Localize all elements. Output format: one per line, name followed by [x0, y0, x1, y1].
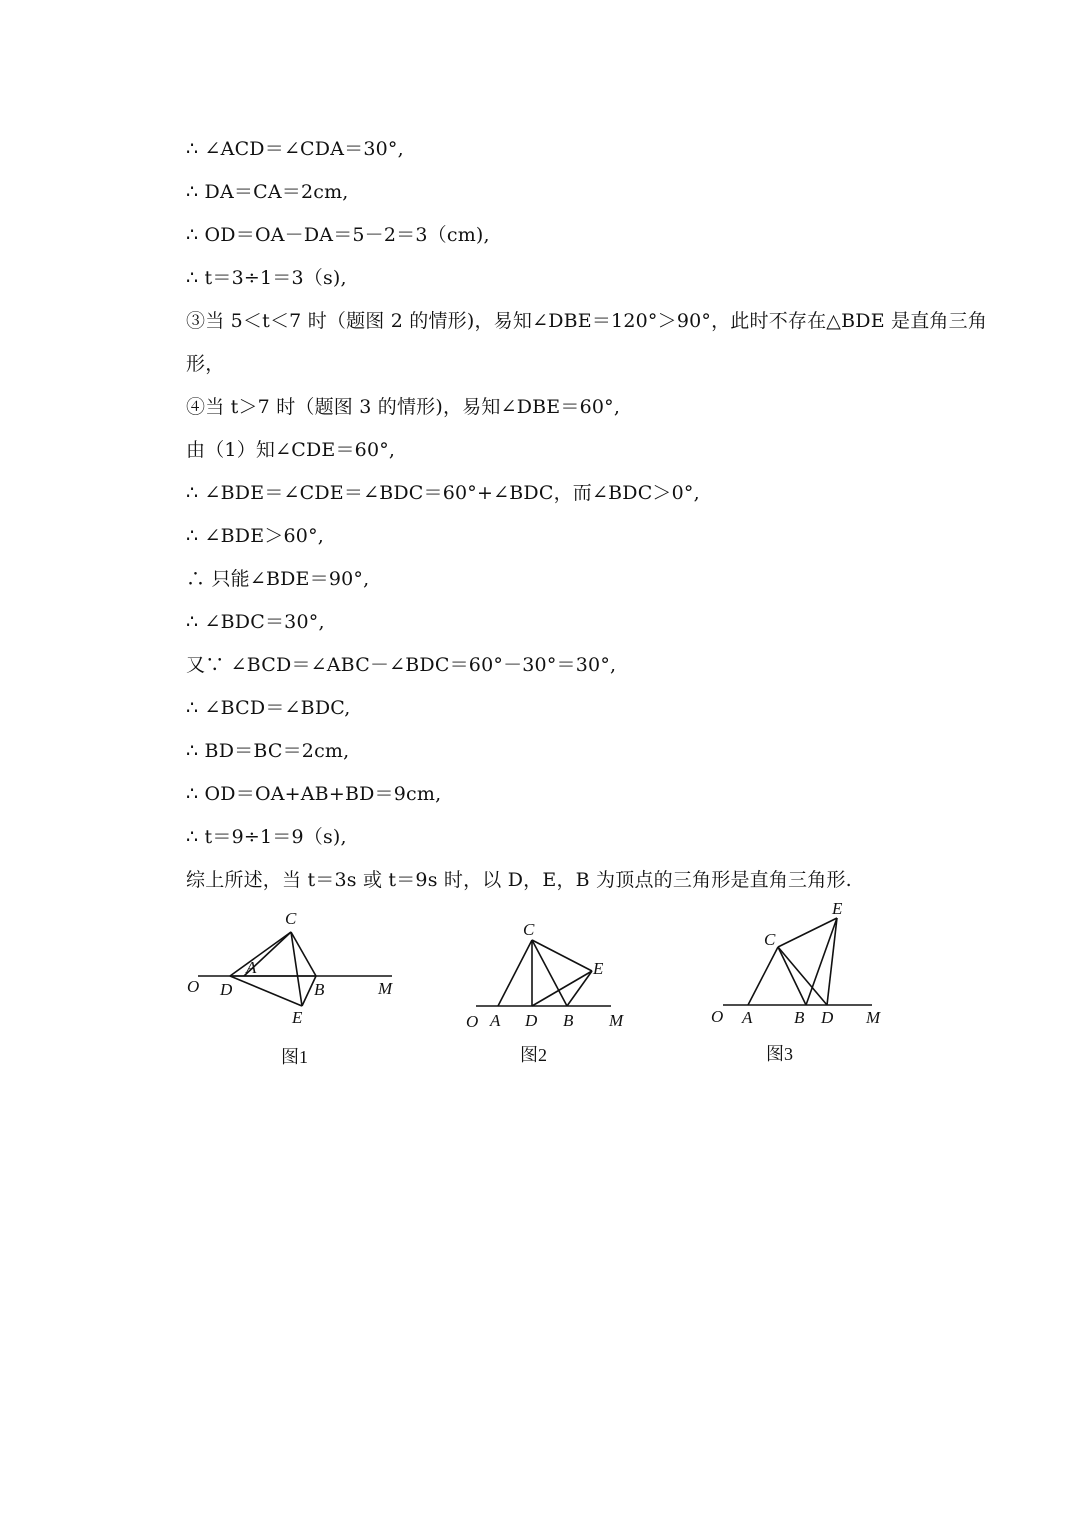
label-d-2: D [525, 1011, 538, 1030]
caption-figure-3: 图3 [766, 1044, 793, 1064]
solution-line: ∴ ∠BCD＝∠BDC, [186, 697, 351, 719]
label-o-3: O [711, 1007, 724, 1026]
label-a-1: A [246, 958, 257, 977]
solution-line: ∴ t＝3÷1＝3（s), [186, 267, 347, 289]
label-c-2: C [523, 920, 535, 939]
segment-be-2 [567, 971, 592, 1006]
solution-line: 由（1）知∠CDE＝60°, [186, 439, 396, 461]
label-o-1: O [187, 977, 200, 996]
figure-2 [476, 940, 611, 1006]
segment-dc [230, 932, 291, 976]
label-d-1: D [220, 980, 233, 999]
label-a-2: A [490, 1011, 501, 1030]
solution-line: ∴ OD＝OA－DA＝5－2＝3（cm), [186, 224, 490, 246]
label-o-2: O [466, 1012, 479, 1031]
label-e-1: E [292, 1008, 303, 1027]
geometry-figures [180, 895, 900, 1085]
solution-line: ∴ OD＝OA+AB+BD＝9cm, [186, 783, 442, 805]
solution-line: ∴ t＝9÷1＝9（s), [186, 826, 347, 848]
solution-line: ∴ ∠BDE＞60°, [186, 525, 325, 547]
figure-3 [723, 918, 872, 1005]
solution-line: ∴ ∠BDE＝∠CDE＝∠BDC＝60°+∠BDC，而∠BDC＞0°, [186, 482, 700, 504]
label-d-3: D [821, 1008, 834, 1027]
segment-de [230, 976, 302, 1006]
solution-line: 综上所述，当 t＝3s 或 t＝9s 时，以 D，E，B 为顶点的三角形是直角三角形. [186, 869, 852, 891]
segment-ac-2 [498, 940, 532, 1006]
label-e-2: E [593, 959, 604, 978]
solution-line: ∴ DA＝CA＝2cm, [186, 181, 349, 203]
label-m-3: M [866, 1008, 881, 1027]
label-m-2: M [609, 1011, 624, 1030]
solution-line: ∴ ∠BDC＝30°, [186, 611, 325, 633]
solution-line: ③当 5＜t＜7 时（题图 2 的情形)，易知∠DBE＝120°＞90°，此时不存在△BDE 是直角三角 [186, 310, 988, 332]
label-c-3: C [764, 930, 776, 949]
label-b-3: B [794, 1008, 805, 1027]
label-b-1: B [314, 980, 325, 999]
label-c-1: C [285, 909, 297, 928]
solution-text [186, 128, 988, 902]
caption-figure-2: 图2 [520, 1045, 547, 1065]
solution-line: ④当 t＞7 时（题图 3 的情形)，易知∠DBE＝60°, [186, 396, 621, 418]
label-m-1: M [378, 979, 393, 998]
caption-figure-1: 图1 [281, 1047, 308, 1067]
segment-ac-3 [748, 947, 778, 1005]
solution-line: 又∵ ∠BCD＝∠ABC－∠BDC＝60°－30°＝30°, [186, 654, 617, 676]
label-e-3: E [832, 899, 843, 918]
solution-line: ∴ BD＝BC＝2cm, [186, 740, 350, 762]
solution-line: 形， [186, 353, 225, 375]
label-b-2: B [563, 1011, 574, 1030]
solution-line: ∴ 只能∠BDE＝90°, [186, 568, 370, 590]
solution-line: ∴ ∠ACD＝∠CDA＝30°, [186, 138, 404, 160]
label-a-3: A [742, 1008, 753, 1027]
segment-de-2 [532, 971, 592, 1006]
